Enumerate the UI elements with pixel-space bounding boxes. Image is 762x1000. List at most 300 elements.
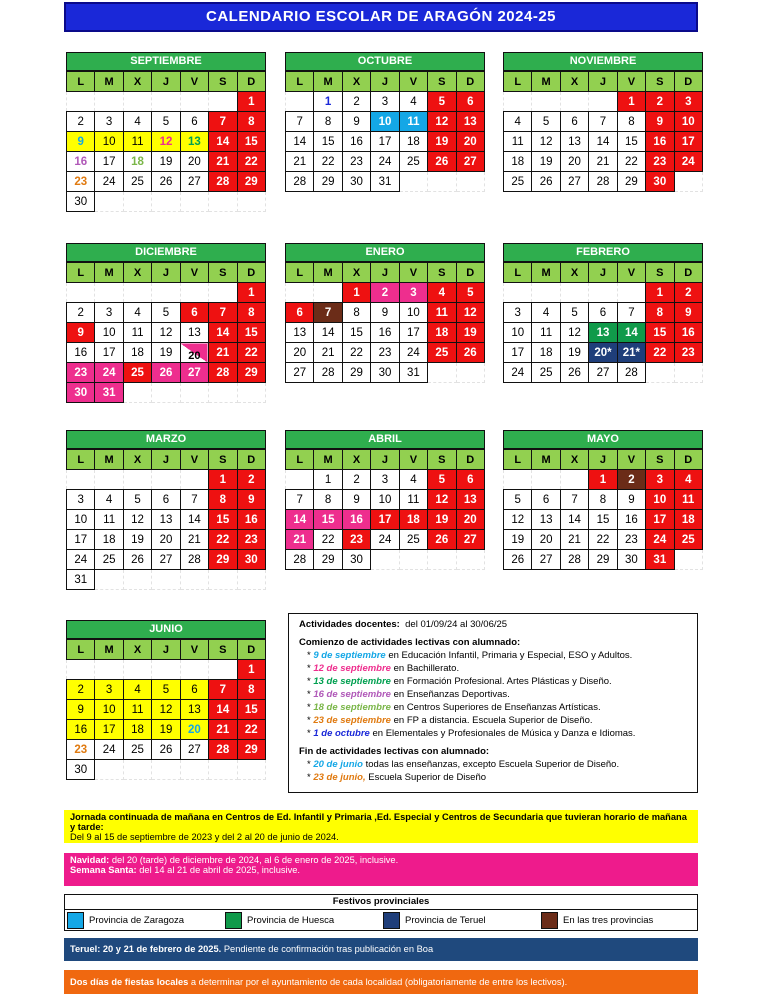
day-cell: 23: [646, 152, 674, 172]
day-cell: 11: [532, 323, 560, 343]
day-cell: 13: [456, 490, 484, 510]
day-cell: 25: [399, 152, 427, 172]
day-cell: 12: [152, 132, 180, 152]
fiestas-label: Dos días de fiestas locales: [70, 977, 189, 987]
fin-text: Escuela Superior de Diseño: [365, 772, 487, 783]
day-cell: 6: [180, 680, 208, 700]
day-cell: 15: [237, 700, 265, 720]
day-cell: 3: [371, 470, 399, 490]
empty-cell: [674, 363, 702, 383]
month-calendar: [503, 52, 703, 192]
day-cell: 31: [646, 550, 674, 570]
day-cell: 4: [123, 112, 151, 132]
day-cell: 5: [504, 490, 532, 510]
day-cell: 16: [67, 720, 95, 740]
day-cell: 5: [428, 92, 456, 112]
weekday-header: V: [180, 263, 208, 283]
legend-label: Provincia de Zaragoza: [89, 914, 185, 926]
day-cell: 2: [237, 470, 265, 490]
day-cell: 27: [456, 152, 484, 172]
comienzo-date: 12 de septiembre: [313, 663, 391, 674]
weekday-header: L: [286, 72, 314, 92]
day-cell: 8: [617, 112, 645, 132]
day-cell: 3: [95, 303, 123, 323]
legend-swatch: [67, 912, 84, 929]
info-box: [288, 613, 698, 793]
day-cell: 31: [95, 383, 123, 403]
day-cell: 19: [152, 152, 180, 172]
weekday-header: V: [180, 640, 208, 660]
comienzo-item: * 9 de septiembre en Educación Infantil, Primaria y Especial, ESO y Adultos.: [307, 650, 633, 661]
empty-cell: [152, 760, 180, 780]
semana-santa-label: Semana Santa:: [70, 865, 137, 875]
day-cell: 4: [504, 112, 532, 132]
day-cell: 1: [209, 470, 237, 490]
empty-cell: [209, 383, 237, 403]
empty-cell: [67, 92, 95, 112]
empty-cell: [152, 660, 180, 680]
day-cell: 3: [504, 303, 532, 323]
weekday-header: J: [589, 72, 617, 92]
weekday-header: S: [428, 263, 456, 283]
empty-cell: [209, 192, 237, 212]
month-calendar: [285, 430, 485, 570]
day-cell: 16: [67, 343, 95, 363]
weekday-header: S: [209, 450, 237, 470]
day-cell: 3: [95, 680, 123, 700]
day-cell: 28: [209, 363, 237, 383]
weekday-header: X: [560, 263, 588, 283]
jornada-banner: [64, 810, 698, 843]
empty-cell: [674, 550, 702, 570]
day-cell: 9: [342, 112, 370, 132]
day-cell: 1: [237, 283, 265, 303]
day-cell: 15: [314, 510, 342, 530]
empty-cell: [95, 283, 123, 303]
weekday-header: X: [560, 450, 588, 470]
weekday-header: X: [123, 263, 151, 283]
day-cell: 2: [67, 303, 95, 323]
empty-cell: [180, 192, 208, 212]
day-cell: 18: [95, 530, 123, 550]
day-cell: 4: [399, 92, 427, 112]
month-title: MARZO: [66, 430, 266, 449]
empty-cell: [123, 383, 151, 403]
month-title: DICIEMBRE: [66, 243, 266, 262]
day-cell: 6: [456, 92, 484, 112]
legend-swatch: [225, 912, 242, 929]
day-cell: 16: [342, 132, 370, 152]
day-cell: 21: [286, 530, 314, 550]
day-cell: 26: [152, 172, 180, 192]
day-cell: 29: [237, 172, 265, 192]
empty-cell: [237, 192, 265, 212]
legend-label: Provincia de Huesca: [247, 914, 335, 926]
day-cell: 12: [532, 132, 560, 152]
weekday-header: L: [504, 72, 532, 92]
day-cell: 23: [67, 172, 95, 192]
day-cell: 24: [95, 740, 123, 760]
day-cell: 30: [371, 363, 399, 383]
empty-cell: [95, 660, 123, 680]
weekday-header: X: [560, 72, 588, 92]
day-cell: 26: [428, 530, 456, 550]
day-cell: 17: [95, 152, 123, 172]
day-cell: 15: [617, 132, 645, 152]
fin-list: [299, 758, 687, 784]
weekday-header: J: [152, 450, 180, 470]
day-cell: 9: [237, 490, 265, 510]
empty-cell: [180, 660, 208, 680]
weekday-header: S: [209, 72, 237, 92]
day-cell: 25: [95, 550, 123, 570]
day-cell: 7: [560, 490, 588, 510]
day-cell: 19: [560, 343, 588, 363]
month-title: ENERO: [285, 243, 485, 262]
day-cell: 16: [67, 152, 95, 172]
weekday-header: M: [532, 263, 560, 283]
day-cell: 1: [589, 470, 617, 490]
navidad-text: del 20 (tarde) de diciembre de 2024, al 6 de enero de 2025, inclusive.: [109, 855, 399, 865]
day-cell: 13: [152, 510, 180, 530]
weekday-header: S: [209, 640, 237, 660]
day-cell: 27: [180, 740, 208, 760]
comienzo-text: en Enseñanzas Deportivas.: [390, 689, 510, 700]
day-cell: 17: [371, 132, 399, 152]
month-title: SEPTIEMBRE: [66, 52, 266, 71]
day-cell: 30: [646, 172, 674, 192]
teruel-banner: [64, 938, 698, 961]
day-cell: 16: [674, 323, 702, 343]
day-cell: 29: [237, 363, 265, 383]
empty-cell: [123, 760, 151, 780]
day-cell: 22: [237, 152, 265, 172]
day-cell: 15: [209, 510, 237, 530]
day-cell: 17: [674, 132, 702, 152]
day-cell: 18: [399, 510, 427, 530]
empty-cell: [209, 92, 237, 112]
month-calendar: [66, 243, 266, 403]
day-cell: 19: [428, 132, 456, 152]
empty-cell: [237, 383, 265, 403]
day-cell: 27: [589, 363, 617, 383]
day-cell: 19: [123, 530, 151, 550]
day-cell: 27: [560, 172, 588, 192]
day-cell: 25: [123, 363, 151, 383]
day-cell: 23: [371, 343, 399, 363]
day-cell: 1: [237, 92, 265, 112]
empty-cell: [180, 470, 208, 490]
day-cell: 14: [286, 510, 314, 530]
weekday-header: L: [286, 263, 314, 283]
weekday-header: V: [180, 72, 208, 92]
weekday-header: L: [67, 640, 95, 660]
comienzo-date: 23 de septiembre: [313, 715, 391, 726]
day-cell: 8: [646, 303, 674, 323]
empty-cell: [209, 283, 237, 303]
day-cell: 27: [456, 530, 484, 550]
legend-swatch: [541, 912, 558, 929]
day-cell: 14: [180, 510, 208, 530]
day-cell: 8: [589, 490, 617, 510]
day-cell: 4: [123, 680, 151, 700]
day-cell: 22: [646, 343, 674, 363]
day-cell: 17: [95, 720, 123, 740]
day-cell: 26: [504, 550, 532, 570]
comienzo-text: en Centros Superiores de Enseñanzas Artísticas.: [390, 702, 601, 713]
weekday-header: D: [237, 640, 265, 660]
day-cell: 26: [428, 152, 456, 172]
day-cell: 12: [560, 323, 588, 343]
weekday-header: V: [399, 263, 427, 283]
day-cell: 4: [674, 470, 702, 490]
day-cell: 9: [617, 490, 645, 510]
empty-cell: [532, 470, 560, 490]
empty-cell: [286, 92, 314, 112]
day-cell: 9: [67, 132, 95, 152]
day-cell: 27: [180, 172, 208, 192]
weekday-header: X: [342, 450, 370, 470]
empty-cell: [180, 383, 208, 403]
day-cell: 11: [123, 323, 151, 343]
day-cell: 10: [371, 490, 399, 510]
day-cell: 7: [589, 112, 617, 132]
weekday-header: D: [674, 72, 702, 92]
day-cell: 16: [371, 323, 399, 343]
day-cell: 6: [180, 112, 208, 132]
day-cell: 19: [532, 152, 560, 172]
empty-cell: [123, 570, 151, 590]
empty-cell: [152, 470, 180, 490]
weekday-header: J: [589, 450, 617, 470]
day-cell: 6: [532, 490, 560, 510]
empty-cell: [123, 192, 151, 212]
day-cell: 11: [399, 490, 427, 510]
day-cell: 11: [399, 112, 427, 132]
day-cell: 3: [399, 283, 427, 303]
empty-cell: [314, 283, 342, 303]
day-cell: 22: [617, 152, 645, 172]
day-cell: 14: [617, 323, 645, 343]
day-cell: 23: [237, 530, 265, 550]
vacations-banner: [64, 853, 698, 886]
day-cell: 30: [342, 172, 370, 192]
comienzo-text: en FP a distancia. Escuela Superior de Diseño.: [390, 715, 593, 726]
day-cell: 28: [560, 550, 588, 570]
comienzo-date: 13 de septiembre: [313, 676, 391, 687]
empty-cell: [428, 550, 456, 570]
empty-cell: [152, 570, 180, 590]
month-calendar: [66, 52, 266, 212]
empty-cell: [560, 283, 588, 303]
weekday-header: X: [342, 263, 370, 283]
weekday-header: L: [67, 72, 95, 92]
day-cell: 30: [67, 383, 95, 403]
day-cell: 23: [67, 363, 95, 383]
day-cell: 30: [617, 550, 645, 570]
day-cell: 27: [532, 550, 560, 570]
day-cell: 25: [532, 363, 560, 383]
empty-cell: [67, 283, 95, 303]
legend-item: [223, 910, 381, 930]
day-cell: 29: [314, 172, 342, 192]
comienzo-item: * 1 de octubre en Elementales y Profesionales de Música y Danza e Idiomas.: [307, 728, 636, 739]
festivos-legend: [64, 894, 698, 931]
day-cell: 10: [95, 132, 123, 152]
day-cell: 6: [456, 470, 484, 490]
empty-cell: [504, 283, 532, 303]
day-cell: 8: [314, 490, 342, 510]
legend-item: [381, 910, 539, 930]
day-cell: 15: [237, 323, 265, 343]
empty-cell: [399, 550, 427, 570]
empty-cell: [456, 550, 484, 570]
day-cell: 26: [560, 363, 588, 383]
day-cell: 12: [428, 112, 456, 132]
day-cell: 2: [342, 92, 370, 112]
empty-cell: [504, 470, 532, 490]
empty-cell: [617, 283, 645, 303]
day-cell: 11: [95, 510, 123, 530]
weekday-header: X: [342, 72, 370, 92]
day-cell: 26: [152, 740, 180, 760]
day-cell: 4: [532, 303, 560, 323]
legend-item: [539, 910, 697, 930]
day-cell: 3: [95, 112, 123, 132]
weekday-header: S: [646, 72, 674, 92]
weekday-header: J: [589, 263, 617, 283]
day-cell: 1: [314, 470, 342, 490]
comienzo-list: [299, 649, 687, 740]
day-cell: 16: [646, 132, 674, 152]
day-cell: 25: [123, 172, 151, 192]
day-cell: 1: [237, 660, 265, 680]
day-cell: 17: [399, 323, 427, 343]
day-cell: 20: [456, 510, 484, 530]
empty-cell: [180, 283, 208, 303]
day-cell: 21: [209, 720, 237, 740]
day-cell: 17: [371, 510, 399, 530]
weekday-header: D: [237, 450, 265, 470]
day-cell: 9: [674, 303, 702, 323]
day-cell: 8: [209, 490, 237, 510]
fiestas-banner: [64, 970, 698, 994]
weekday-header: D: [237, 263, 265, 283]
day-cell: 30: [342, 550, 370, 570]
day-cell: 3: [67, 490, 95, 510]
comienzo-text: en Elementales y Profesionales de Música y Danza e Idiomas.: [369, 728, 636, 739]
day-cell: 28: [617, 363, 645, 383]
comienzo-text: en Educación Infantil, Primaria y Especial, ESO y Adultos.: [385, 650, 633, 661]
day-cell: 2: [67, 112, 95, 132]
empty-cell: [180, 570, 208, 590]
day-cell: 29: [617, 172, 645, 192]
day-cell: 20: [456, 132, 484, 152]
weekday-header: M: [95, 72, 123, 92]
weekday-header: S: [428, 450, 456, 470]
day-cell: 20: [560, 152, 588, 172]
day-cell: 23: [674, 343, 702, 363]
day-cell: 18: [428, 323, 456, 343]
day-cell: 15: [314, 132, 342, 152]
day-cell: 11: [674, 490, 702, 510]
day-cell: 19: [428, 510, 456, 530]
day-cell: 13: [532, 510, 560, 530]
empty-cell: [152, 383, 180, 403]
day-cell: 29: [342, 363, 370, 383]
fin-date: 23 de junio,: [313, 772, 366, 783]
day-cell: 13: [286, 323, 314, 343]
legend-item: [65, 910, 223, 930]
day-cell: 21: [589, 152, 617, 172]
day-cell: 16: [237, 510, 265, 530]
day-cell: 9: [67, 323, 95, 343]
weekday-header: D: [674, 450, 702, 470]
day-cell: 26: [456, 343, 484, 363]
month-calendar: [285, 52, 485, 192]
day-cell: 2: [342, 470, 370, 490]
day-cell: 3: [646, 470, 674, 490]
day-cell: 15: [237, 132, 265, 152]
empty-cell: [209, 570, 237, 590]
day-cell: 17: [95, 343, 123, 363]
day-cell: 6: [152, 490, 180, 510]
weekday-header: V: [617, 450, 645, 470]
day-cell: 14: [209, 700, 237, 720]
day-cell: 26: [123, 550, 151, 570]
day-cell: 19: [504, 530, 532, 550]
month-title: FEBRERO: [503, 243, 703, 262]
day-cell: 31: [67, 570, 95, 590]
day-cell: 12: [456, 303, 484, 323]
empty-cell: [95, 760, 123, 780]
weekday-header: M: [314, 263, 342, 283]
day-cell: 24: [646, 530, 674, 550]
day-cell: 6: [560, 112, 588, 132]
day-cell: 25: [123, 740, 151, 760]
day-cell: 18: [674, 510, 702, 530]
weekday-header: J: [371, 263, 399, 283]
docentes-label: Actividades docentes:: [299, 619, 400, 630]
weekday-header: D: [456, 72, 484, 92]
page-title: CALENDARIO ESCOLAR DE ARAGÓN 2024-25: [64, 2, 698, 32]
legend-items: [65, 910, 697, 930]
empty-cell: [371, 550, 399, 570]
festivos-title: Festivos provinciales: [65, 895, 697, 910]
weekday-header: L: [67, 450, 95, 470]
day-cell: 10: [399, 303, 427, 323]
empty-cell: [95, 92, 123, 112]
day-cell: 2: [674, 283, 702, 303]
day-cell: 12: [152, 323, 180, 343]
empty-cell: [123, 470, 151, 490]
comienzo-item: * 16 de septiembre en Enseñanzas Deportivas.: [307, 689, 510, 700]
empty-cell: [456, 172, 484, 192]
day-cell: 24: [95, 172, 123, 192]
weekday-header: V: [180, 450, 208, 470]
empty-cell: [237, 570, 265, 590]
day-cell: 19: [152, 720, 180, 740]
weekday-header: X: [123, 640, 151, 660]
weekday-header: V: [617, 72, 645, 92]
month-title: JUNIO: [66, 620, 266, 639]
day-cell: 5: [123, 490, 151, 510]
day-cell: 7: [180, 490, 208, 510]
day-cell: 14: [314, 323, 342, 343]
empty-cell: [428, 172, 456, 192]
month-calendar: [285, 243, 485, 383]
day-cell: 22: [209, 530, 237, 550]
